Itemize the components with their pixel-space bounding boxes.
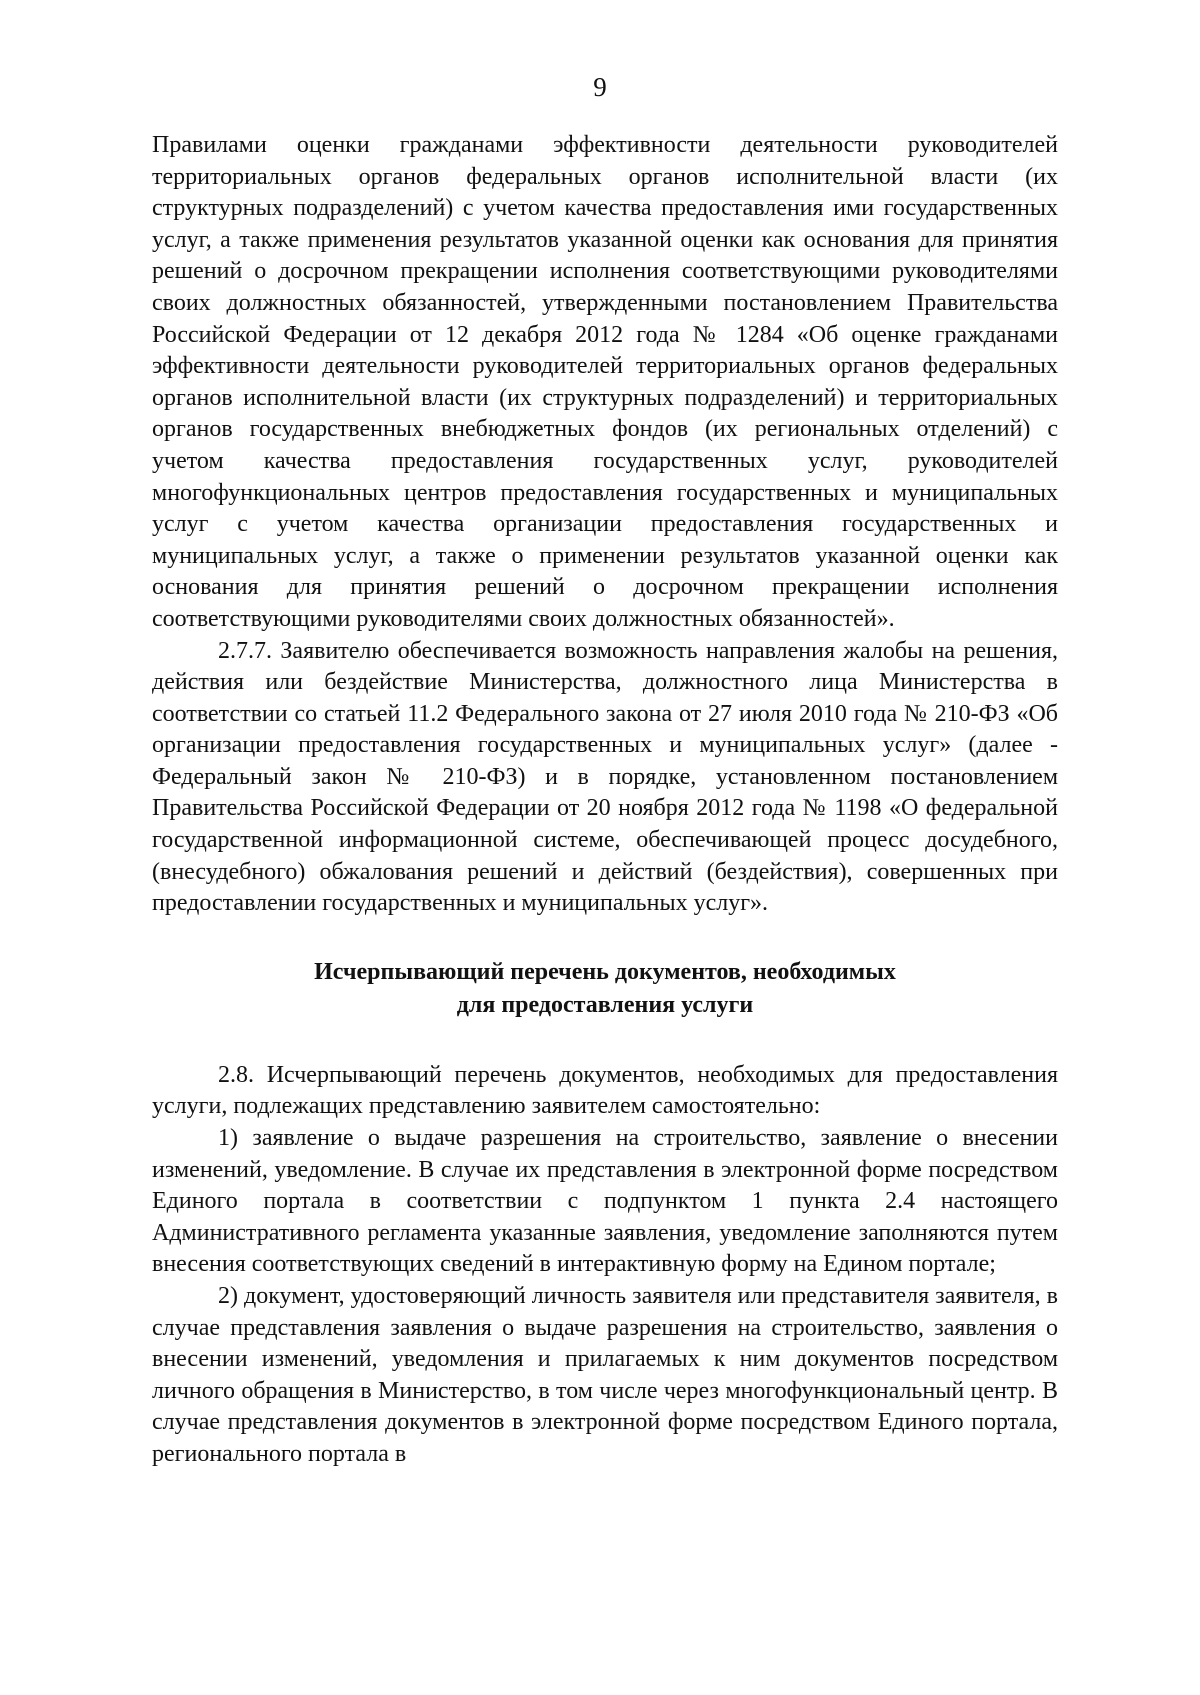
section-heading-line-2: для предоставления услуги — [456, 991, 754, 1018]
document-body — [152, 130, 1058, 1471]
paragraph-rules-continuation: Правилами оценки гражданами эффективности деятельности руководителей территориальных органов федеральных органов исполнительной власти (их структурных подразделений) с учетом качества предоставления ими государственных услуг, а также применения результатов указанной оценки как основания для принятия решений о досрочном прекращении исполнения соответствующими руководителями своих должностных обязанностей, утвержденными постановлением Правительства Российской Федерации от 12 декабря 2012 года № 1284 «Об оценке гражданами эффективности деятельности руководителей территориальных органов федеральных органов исполнительной власти (их структурных подразделений) и территориальных органов государственных внебюджетных фондов (их региональных отделений) с учетом качества предоставления государственных услуг, руководителей многофункциональных центров предоставления государственных и муниципальных услуг с учетом качества организации предоставления государственных и муниципальных услуг, а также о применении результатов указанной оценки как основания для принятия решений о досрочном прекращении исполнения соответствующими руководителями своих должностных обязанностей». — [152, 132, 1058, 632]
section-heading — [152, 956, 1058, 1022]
list-item-1: 1) заявление о выдаче разрешения на строительство, заявление о внесении изменений, уведомление. В случае их представления в электронной форме посредством Единого портала в соответствии с подпунктом 1 пункта 2.4 настоящего Административного регламента указанные заявления, уведомление заполняются путем внесения соответствующих сведений в интерактивную форму на Едином портале; — [152, 1125, 1058, 1278]
page-number: 9 — [593, 72, 607, 102]
list-item-2: 2) документ, удостоверяющий личность заявителя или представителя заявителя, в случае представления заявления о выдаче разрешения на строительство, заявления о внесении изменений, уведомления и прилагаемых к ним документов посредством личного обращения в Министерство, в том числе через многофункциональный центр. В случае представления документов в электронной форме посредством Единого портала, регионального портала в — [152, 1283, 1058, 1467]
section-heading-line-1: Исчерпывающий перечень документов, необходимых — [314, 958, 896, 985]
paragraph-2-7-7: 2.7.7. Заявителю обеспечивается возможность направления жалобы на решения, действия или бездействие Министерства, должностного лица Министерства в соответствии со статьей 11.2 Федерального закона от 27 июля 2010 года № 210-ФЗ «Об организации предоставления государственных и муниципальных услуг» (далее - Федеральный закон № 210-ФЗ) и в порядке, установленном постановлением Правительства Российской Федерации от 20 ноября 2012 года № 1198 «О федеральной государственной информационной системе, обеспечивающей процесс досудебного, (внесудебного) обжалования решений и действий (бездействия), совершенных при предоставлении государственных и муниципальных услуг». — [152, 637, 1058, 917]
paragraph-2-8: 2.8. Исчерпывающий перечень документов, необходимых для предоставления услуги, подлежащих представлению заявителем самостоятельно: — [152, 1061, 1058, 1120]
